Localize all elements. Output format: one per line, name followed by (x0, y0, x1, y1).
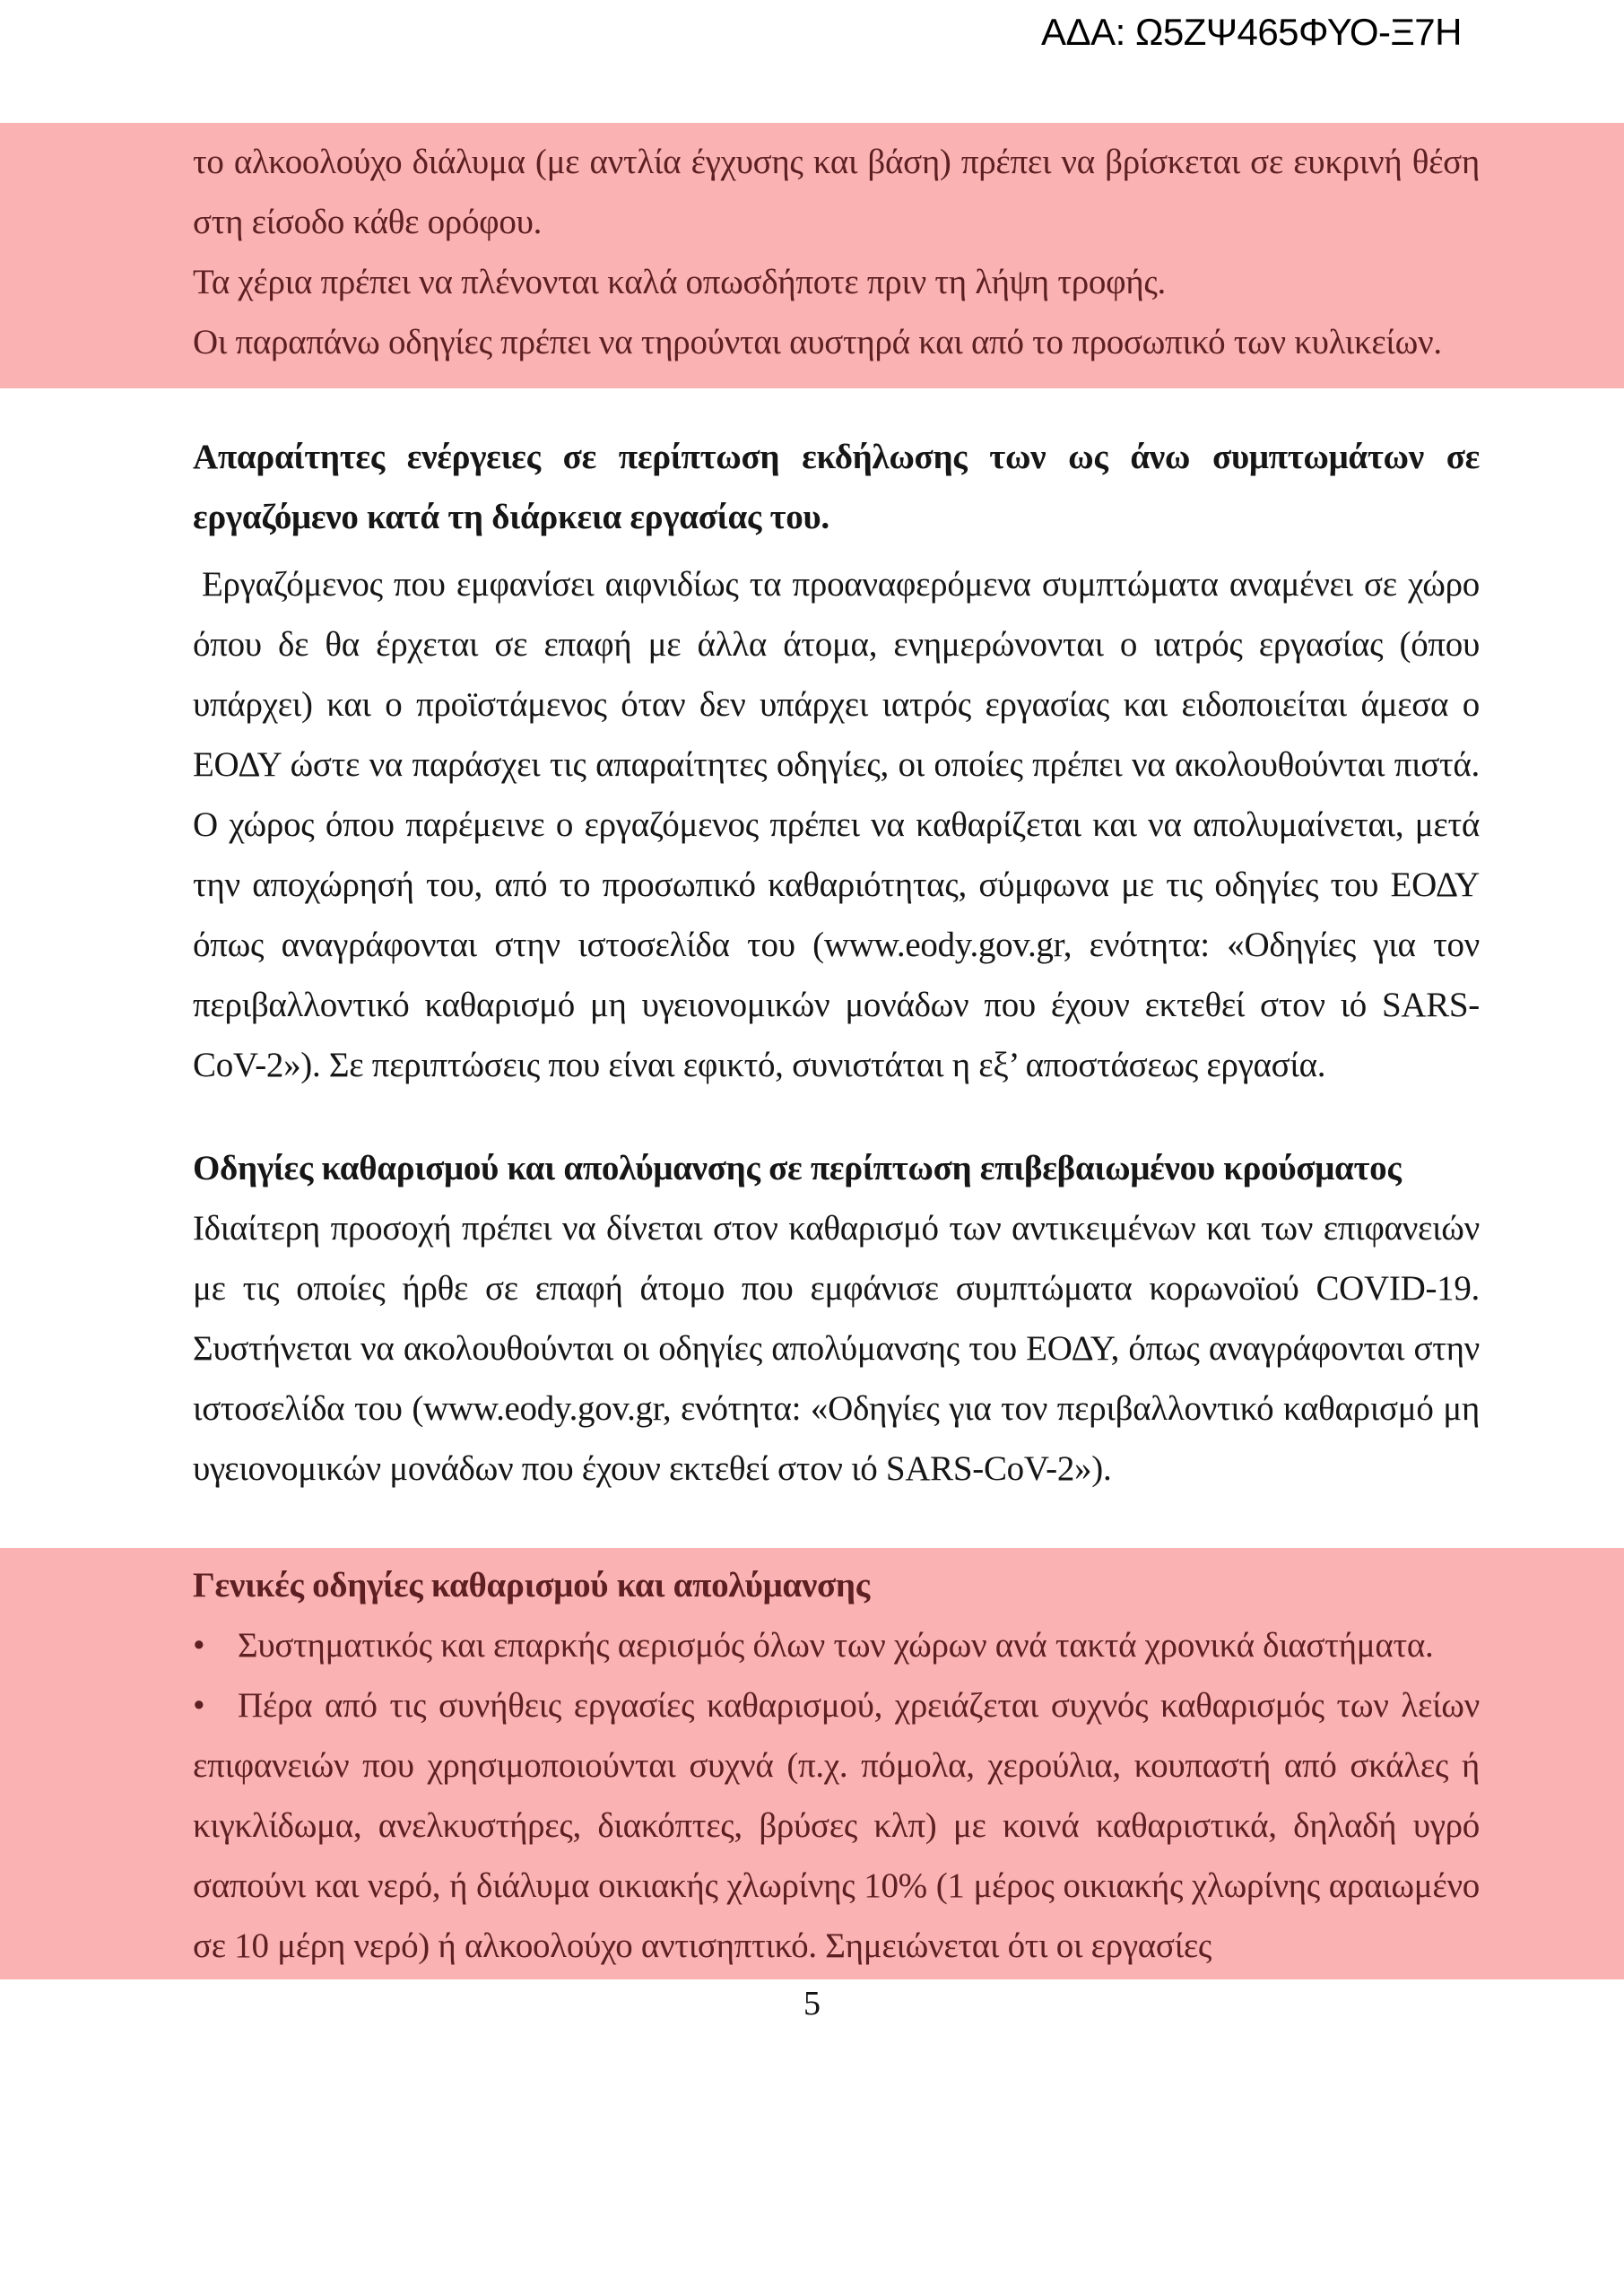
section-body-cleaning: Ιδιαίτερη προσοχή πρέπει να δίνεται στον καθαρισμό των αντικειμένων και των επιφανειών με τις οποίες ήρθε σε επαφή άτομο που εμφάνισε συμπτώματα κορωνοϊού COVID-19. Συστήνεται να ακολουθούνται οι οδηγίες απολύμανσης του ΕΟΔΥ, όπως αναγράφονται στην ιστοσελίδα του (www.eody.gov.gr, ενότητα: «Οδηγίες για τον περιβαλλοντικό καθαρισμό μη υγειονομικών μονάδων που έχουν εκτεθεί στον ιό SARS-CoV-2»). (193, 1209, 1480, 1488)
highlight-paragraph: το αλκοολούχο διάλυμα (με αντλία έγχυσης και βάση) πρέπει να βρίσκεται σε ευκρινή θέση στη είσοδο κάθε ορόφου. (193, 143, 1480, 241)
general-instructions-heading: Γενικές οδηγίες καθαρισμού και απολύμανσης (193, 1566, 870, 1605)
section-heading-cleaning: Οδηγίες καθαρισμού και απολύμανσης σε περίπτωση επιβεβαιωμένου κρούσματος (193, 1149, 1402, 1187)
bullet-item (193, 1615, 1480, 1675)
highlight-paragraph: Τα χέρια πρέπει να πλένονται καλά οπωσδήποτε πριν τη λήψη τροφής. (193, 263, 1166, 301)
bullet-text: Συστηματικός και επαρκής αερισμός όλων των χώρων ανά τακτά χρονικά διαστήματα. (238, 1626, 1434, 1665)
bullet-text: Πέρα από τις συνήθεις εργασίες καθαρισμού, χρειάζεται συχνός καθαρισμός των λείων επιφανειών που χρησιμοποιούνται συχνά (π.χ. πόμολα, χερούλια, κουπαστή από σκάλες ή κιγκλίδωμα, ανελκυστήρες, διακόπτες, βρύσες κλπ) με κοινά καθαριστικά, δηλαδή υγρό σαπούνι και νερό, ή διάλυμα οικιακής χλωρίνης 10% (1 μέρος οικιακής χλωρίνης αραιωμένο σε 10 μέρη νερό) ή αλκοολούχο αντισηπτικό. Σημειώνεται ότι οι εργασίες (193, 1686, 1480, 1965)
highlighted-block-bottom (0, 1548, 1624, 1979)
ada-code-header: ΑΔΑ: Ω5ΖΨ465ΦΥΟ-Ξ7Η (1041, 11, 1462, 53)
bullet-icon: • (193, 1626, 205, 1665)
section-body-symptoms: Εργαζόμενος που εμφανίσει αιφνιδίως τα προαναφερόμενα συμπτώματα αναμένει σε χώρο όπου δε θα έρχεται σε επαφή με άλλα άτομα, ενημερώνονται ο ιατρός εργασίας (όπου υπάρχει) και ο προϊστάμενος όταν δεν υπάρχει ιατρός εργασίας και ειδοποιείται άμεσα ο ΕΟΔΥ ώστε να παράσχει τις απαραίτητες οδηγίες, οι οποίες πρέπει να ακολουθούνται πιστά. Ο χώρος όπου παρέμεινε ο εργαζόμενος πρέπει να καθαρίζεται και να απολυμαίνεται, μετά την αποχώρησή του, από το προσωπικό καθαριότητας, σύμφωνα με τις οδηγίες του ΕΟΔΥ όπως αναγράφονται στην ιστοσελίδα του (www.eody.gov.gr, ενότητα: «Οδηγίες για τον περιβαλλοντικό καθαρισμό μη υγειονομικών μονάδων που έχουν εκτεθεί στον ιό SARS-CoV-2»). Σε περιπτώσεις που είναι εφικτό, συνιστάται η εξ’ αποστάσεως εργασία. (193, 565, 1480, 1084)
bullet-item (193, 1675, 1480, 1976)
highlight-paragraph: Οι παραπάνω οδηγίες πρέπει να τηρούνται αυστηρά και από το προσωπικό των κυλικείων. (193, 323, 1442, 361)
page-number: 5 (803, 1985, 821, 2022)
highlighted-block-top (0, 123, 1624, 388)
section-heading-symptoms: Απαραίτητες ενέργειες σε περίπτωση εκδήλωσης των ως άνω συμπτωμάτων σε εργαζόμενο κατά τη διάρκεια εργασίας του. (193, 438, 1480, 536)
bullet-icon: • (193, 1686, 205, 1725)
